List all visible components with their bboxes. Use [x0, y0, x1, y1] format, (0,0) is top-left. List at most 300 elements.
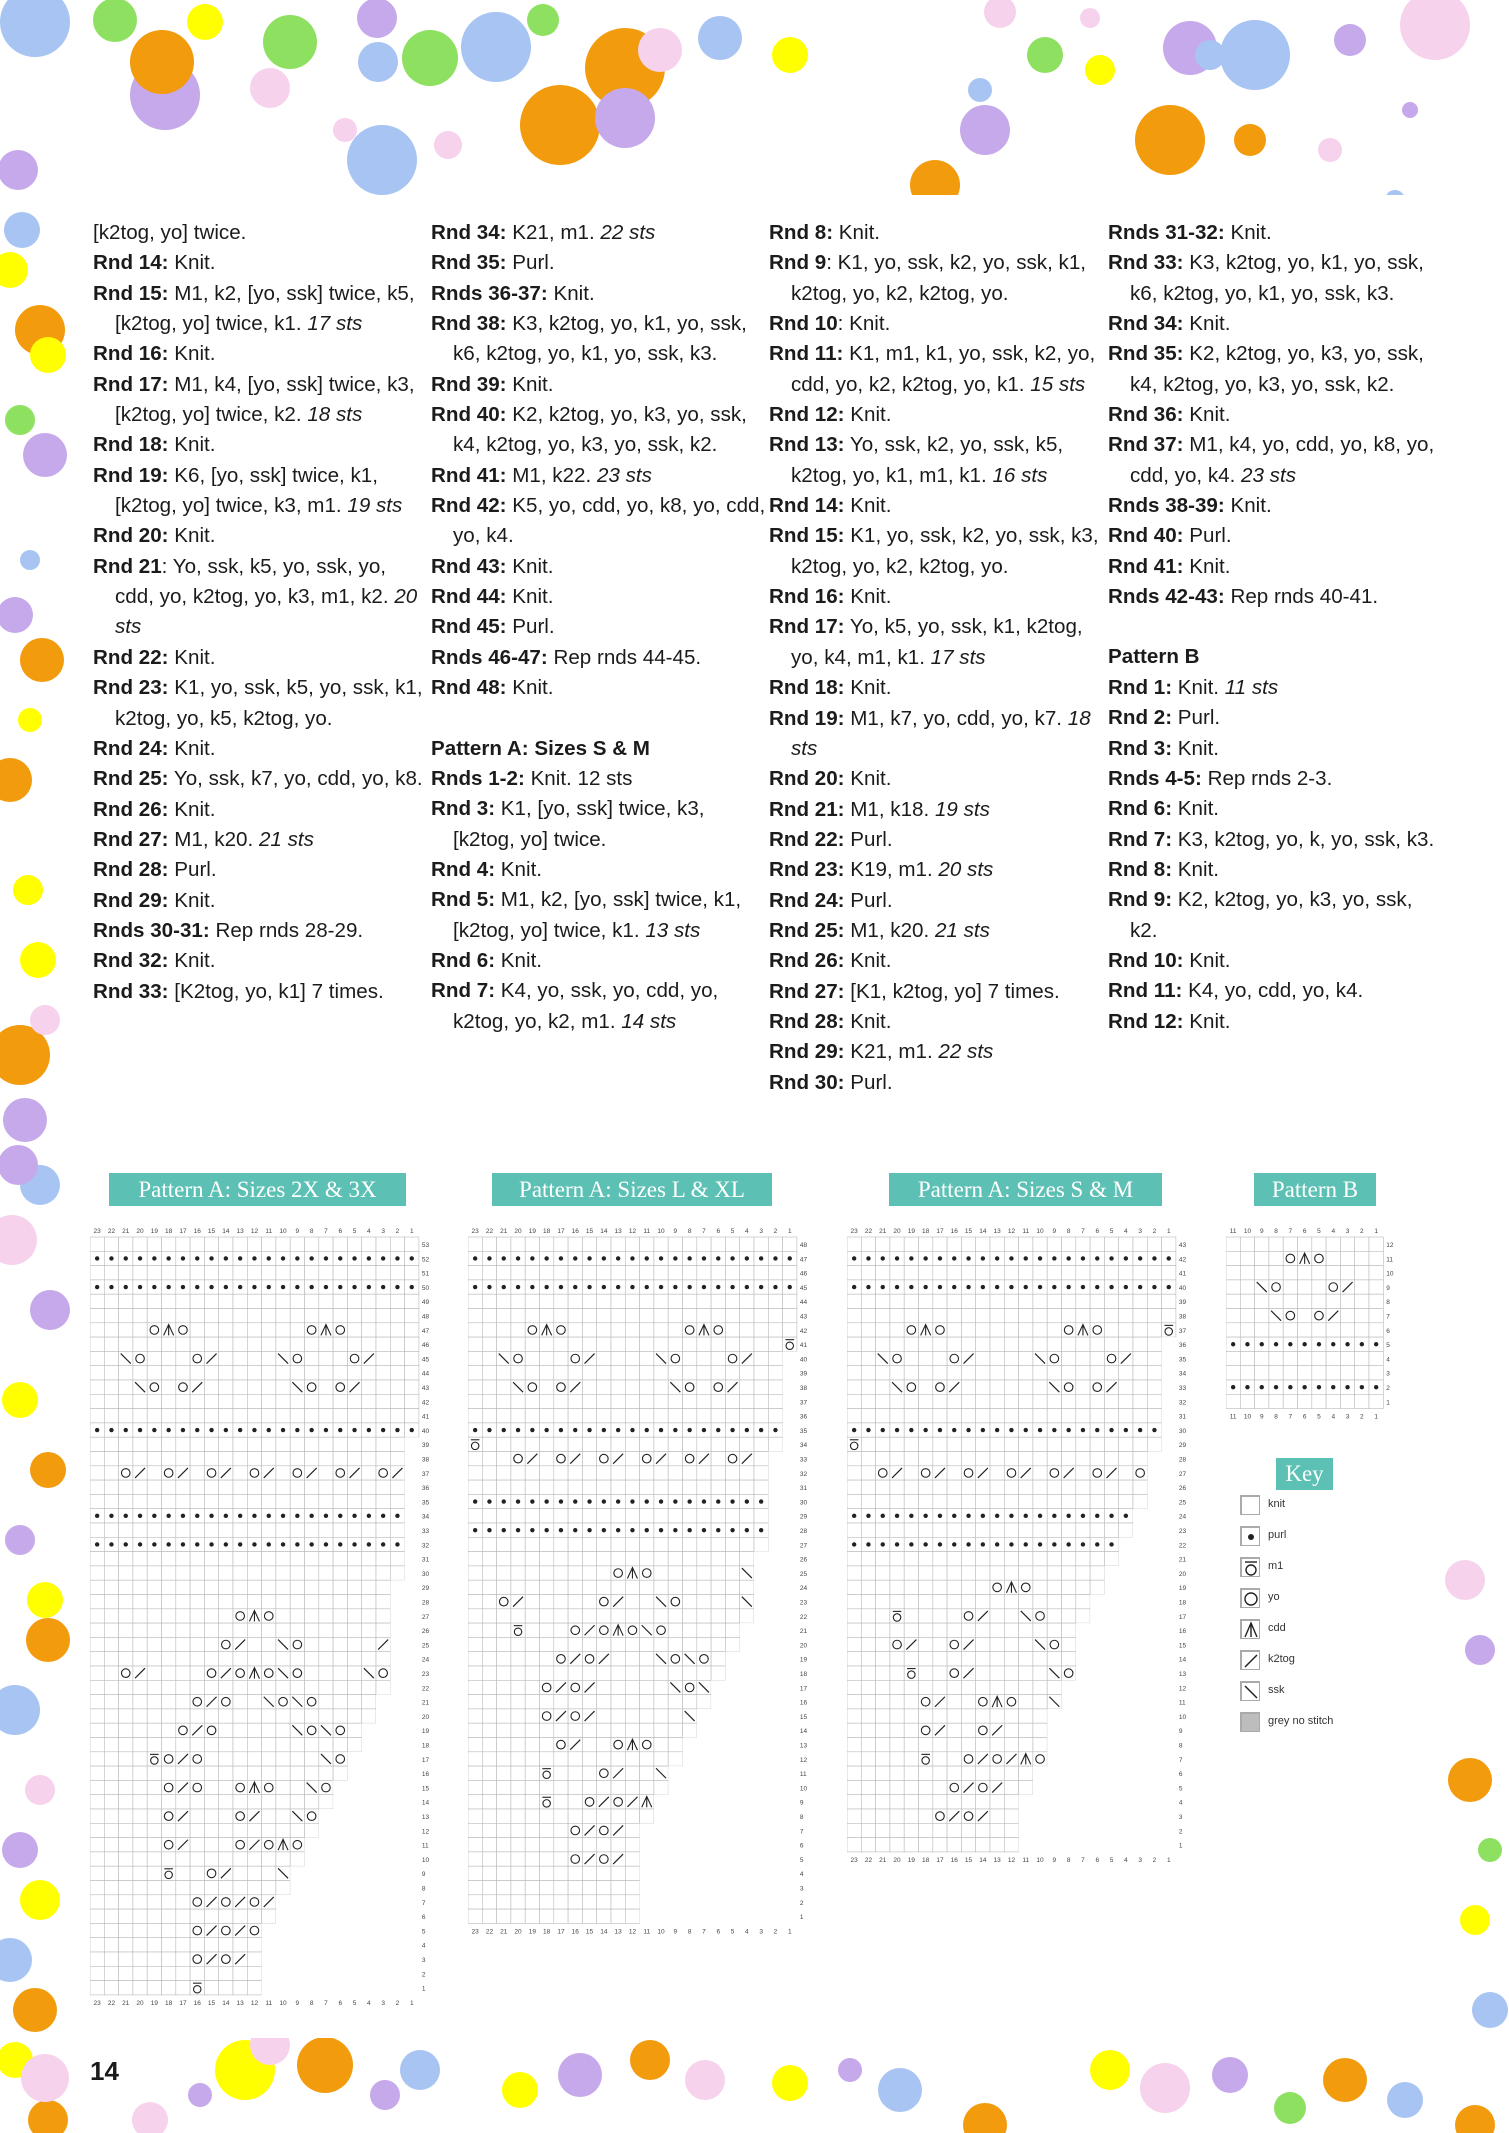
purl-symbol [473, 1285, 477, 1289]
chart-cell [625, 1323, 639, 1337]
column-number: 11 [265, 1228, 273, 1235]
round-text: Knit. [168, 797, 216, 821]
chart-cell [347, 1637, 361, 1651]
chart-cell [876, 1595, 890, 1609]
chart-cell [162, 1595, 176, 1609]
chart-cell [190, 1409, 204, 1423]
chart-cell [725, 1795, 739, 1809]
chart-cell [890, 1752, 904, 1766]
purl-symbol [109, 1428, 113, 1432]
chart-cell [333, 1494, 347, 1508]
chart-cell [754, 1766, 768, 1780]
chart-cell [247, 1337, 261, 1351]
chart-cell [1062, 1337, 1076, 1351]
chart-cell [654, 1695, 668, 1709]
chart-cell [497, 1237, 511, 1251]
chart-cell [133, 1323, 147, 1337]
chart-cell [1119, 1823, 1133, 1837]
instruction-line [93, 977, 428, 1007]
purl-symbol [1009, 1428, 1013, 1432]
chart-cell [754, 1652, 768, 1666]
round-label: Rnd 5: [431, 888, 496, 912]
chart-cell [876, 1580, 890, 1594]
column-number: 14 [979, 1228, 987, 1235]
round-text: Knit. [1183, 403, 1231, 427]
chart-cell [482, 1738, 496, 1752]
chart-cell [119, 1780, 133, 1794]
chart-cell [362, 1852, 376, 1866]
chart-cell [919, 1780, 933, 1794]
chart-cell [219, 1609, 233, 1623]
chart-cell [683, 1752, 697, 1766]
chart-cell [1104, 1237, 1118, 1251]
chart-cell [204, 1595, 218, 1609]
chart-cell [104, 1738, 118, 1752]
round-text: Knit. [844, 1009, 892, 1033]
chart-cell [768, 1666, 782, 1680]
chart-cell [876, 1323, 890, 1337]
chart-cell [1162, 1294, 1176, 1308]
chart-cell [1019, 1237, 1033, 1251]
chart-cell [333, 1380, 347, 1394]
chart-cell [1062, 1237, 1076, 1251]
chart-cell [190, 1266, 204, 1280]
chart-cell [176, 1323, 190, 1337]
purl-symbol [995, 1285, 999, 1289]
chart-cell [582, 1380, 596, 1394]
chart-cell [697, 1766, 711, 1780]
chart-cell [190, 1452, 204, 1466]
chart-cell [711, 1723, 725, 1737]
chart-cell [1047, 1595, 1061, 1609]
chart-cell [1255, 1237, 1269, 1251]
chart-cell [376, 1409, 390, 1423]
chart-cell [468, 1480, 482, 1494]
chart-cell [783, 1323, 797, 1337]
decorative-dot [638, 28, 682, 72]
chart-cell [1062, 1523, 1076, 1537]
chart-cell [611, 1480, 625, 1494]
chart-cell [204, 1766, 218, 1780]
column-number: 8 [1066, 1228, 1071, 1235]
chart-cell [683, 1852, 697, 1866]
chart-cell [683, 1680, 697, 1694]
row-number: 25 [421, 1642, 430, 1650]
round-label: Rnd 11: [769, 342, 844, 366]
row-number: 8 [799, 1814, 804, 1822]
chart-cell [162, 1938, 176, 1952]
chart-cell [1004, 1695, 1018, 1709]
chart-cell [740, 1795, 754, 1809]
column-number: 3 [381, 1228, 385, 1235]
chart-cell [1047, 1780, 1061, 1794]
chart-cell [262, 1237, 276, 1251]
row-number: 23 [1178, 1528, 1187, 1536]
chart-cell [1162, 1752, 1176, 1766]
chart-cell [90, 1523, 104, 1537]
chart-cell [347, 1780, 361, 1794]
chart-cell [625, 1838, 639, 1852]
chart-cell [933, 1566, 947, 1580]
chart-cell [568, 1852, 582, 1866]
row-number: 1 [1178, 1842, 1183, 1850]
chart-cell [783, 1738, 797, 1752]
row-number: 52 [421, 1256, 430, 1264]
instruction-line [769, 582, 1104, 612]
chart-cell [333, 1294, 347, 1308]
chart-cell [468, 1294, 482, 1308]
purl-symbol [1245, 1342, 1249, 1346]
chart-cell [147, 1409, 161, 1423]
chart-cell [233, 1852, 247, 1866]
chart-cell [219, 1923, 233, 1937]
chart-cell [1062, 1766, 1076, 1780]
chart-cell [1298, 1309, 1312, 1323]
chart-cell [1255, 1266, 1269, 1280]
chart-cell [319, 1480, 333, 1494]
chart-cell [1019, 1294, 1033, 1308]
chart-cell [390, 1680, 404, 1694]
purl-symbol [324, 1256, 328, 1260]
decorative-dot [20, 550, 40, 570]
purl-symbol [981, 1428, 985, 1432]
chart-cell [262, 1738, 276, 1752]
chart-cell [625, 1809, 639, 1823]
row-number: 7 [421, 1899, 426, 1907]
chart-cell [247, 1595, 261, 1609]
instruction-line [769, 491, 1104, 521]
chart-cell [568, 1838, 582, 1852]
chart-cell [625, 1351, 639, 1365]
chart-cell [347, 1709, 361, 1723]
chart-cell [233, 1409, 247, 1423]
chart-cell [1047, 1366, 1061, 1380]
chart-cell [133, 1981, 147, 1995]
chart-cell [1019, 1494, 1033, 1508]
chart-cell [376, 1823, 390, 1837]
chart-grid-pattern-b [1226, 1225, 1406, 1435]
column-number: 21 [879, 1856, 887, 1864]
chart-cell [390, 1366, 404, 1380]
chart-cell [104, 1494, 118, 1508]
chart-cell [497, 1809, 511, 1823]
chart-cell [104, 1666, 118, 1680]
chart-cell [511, 1294, 525, 1308]
chart-cell [1076, 1294, 1090, 1308]
decorative-dot [1234, 124, 1266, 156]
chart-cell [233, 1351, 247, 1365]
purl-symbol [395, 1542, 399, 1546]
column-number: 19 [907, 1228, 915, 1235]
chart-cell [582, 1780, 596, 1794]
chart-cell [482, 1881, 496, 1895]
chart-cell [768, 1494, 782, 1508]
round-text: Knit. [1172, 736, 1220, 760]
chart-cell [262, 1866, 276, 1880]
chart-cell [1047, 1466, 1061, 1480]
chart-cell [119, 1494, 133, 1508]
chart-cell [1090, 1552, 1104, 1566]
chart-cell [740, 1780, 754, 1794]
chart-cell [947, 1552, 961, 1566]
chart-cell [276, 1309, 290, 1323]
chart-cell [861, 1366, 875, 1380]
chart-cell [333, 1952, 347, 1966]
purl-symbol [952, 1514, 956, 1518]
round-text: K5, yo, cdd, yo, k8, yo, cdd, yo, k4. [453, 494, 766, 548]
chart-cell [540, 1881, 554, 1895]
chart-cell [305, 1580, 319, 1594]
round-label: Rnd 24: [93, 736, 169, 760]
chart-cell [1119, 1595, 1133, 1609]
chart-cell [204, 1437, 218, 1451]
decorative-dot [960, 105, 1010, 155]
chart-cell [1133, 1380, 1147, 1394]
purl-symbol [759, 1285, 763, 1289]
chart-cell [1119, 1766, 1133, 1780]
purl-symbol [338, 1256, 342, 1260]
chart-cell [219, 1637, 233, 1651]
round-label: Rnd 34: [1108, 312, 1184, 336]
column-number: 21 [500, 1928, 508, 1936]
purl-symbol [716, 1256, 720, 1260]
instruction-line [1108, 309, 1443, 339]
chart-cell [290, 1795, 304, 1809]
decorative-dot [28, 2100, 68, 2133]
chart-cell [919, 1709, 933, 1723]
chart-cell [919, 1552, 933, 1566]
chart-cell [554, 1909, 568, 1923]
instruction-line [93, 673, 428, 734]
instruction-line [1108, 218, 1443, 248]
chart-cell [468, 1266, 482, 1280]
chart-cell [625, 1909, 639, 1923]
chart-cell [119, 1523, 133, 1537]
chart-cell [919, 1366, 933, 1380]
chart-cell [262, 1437, 276, 1451]
chart-cell [1076, 1795, 1090, 1809]
chart-cell [362, 1709, 376, 1723]
chart-cell [540, 1595, 554, 1609]
chart-cell [1062, 1494, 1076, 1508]
chart-cell [961, 1695, 975, 1709]
chart-cell [740, 1623, 754, 1637]
purl-symbol [966, 1428, 970, 1432]
chart-cell [347, 1752, 361, 1766]
chart-cell [405, 1266, 419, 1280]
column-number: 5 [730, 1228, 735, 1235]
chart-cell [554, 1738, 568, 1752]
chart-cell [333, 1323, 347, 1337]
column-number: 3 [1345, 1228, 1350, 1235]
chart-cell [1162, 1637, 1176, 1651]
chart-cell [754, 1409, 768, 1423]
chart-cell [362, 1380, 376, 1394]
chart-cell [919, 1680, 933, 1694]
purl-symbol [1274, 1385, 1278, 1389]
purl-symbol [238, 1542, 242, 1546]
chart-cell [1076, 1680, 1090, 1694]
chart-cell [990, 1709, 1004, 1723]
column-number: 8 [1066, 1856, 1071, 1864]
purl-symbol [687, 1528, 691, 1532]
chart-cell [1019, 1709, 1033, 1723]
instruction-line [1108, 794, 1443, 824]
instruction-line [1108, 855, 1443, 885]
chart-cell [711, 1752, 725, 1766]
chart-cell [162, 1952, 176, 1966]
round-label: Rnd 42: [431, 494, 507, 518]
purl-symbol [324, 1285, 328, 1289]
chart-cell [376, 1523, 390, 1537]
chart-cell [1119, 1738, 1133, 1752]
chart-cell [890, 1566, 904, 1580]
chart-cell [725, 1337, 739, 1351]
purl-symbol [909, 1256, 913, 1260]
key-label: cdd [1268, 1622, 1286, 1634]
chart-cell [725, 1595, 739, 1609]
column-number: 10 [1036, 1228, 1044, 1235]
purl-symbol [645, 1285, 649, 1289]
chart-cell [219, 1494, 233, 1508]
stitch-count: 21 sts [934, 918, 990, 942]
row-number: 2 [1386, 1385, 1390, 1393]
chart-cell [1133, 1366, 1147, 1380]
row-number: 40 [421, 1427, 430, 1435]
chart-cell [540, 1838, 554, 1852]
chart-cell [568, 1752, 582, 1766]
chart-cell [497, 1566, 511, 1580]
chart-cell [933, 1409, 947, 1423]
chart-cell [754, 1680, 768, 1694]
chart-cell [204, 1623, 218, 1637]
chart-cell [933, 1766, 947, 1780]
chart-cell [1133, 1409, 1147, 1423]
chart-cell [1340, 1309, 1354, 1323]
chart-cell [847, 1466, 861, 1480]
decorative-dot [93, 0, 137, 42]
chart-cell [104, 1480, 118, 1494]
chart-cell [162, 1623, 176, 1637]
chart-cell [1119, 1523, 1133, 1537]
round-text: K21, m1. [506, 221, 595, 244]
chart-cell [697, 1509, 711, 1523]
chart-cell [305, 1480, 319, 1494]
row-number: 50 [421, 1284, 430, 1292]
round-label: Rnd 4: [431, 857, 496, 881]
chart-cell [162, 1752, 176, 1766]
chart-cell [176, 1966, 190, 1980]
chart-cell [104, 1452, 118, 1466]
purl-symbol [1052, 1428, 1056, 1432]
chart-cell [568, 1580, 582, 1594]
chart-cell [540, 1695, 554, 1709]
chart-cell [1090, 1680, 1104, 1694]
chart-cell [305, 1237, 319, 1251]
chart-cell [1355, 1394, 1369, 1408]
chart-cell [568, 1552, 582, 1566]
chart-cell [147, 1380, 161, 1394]
chart-cell [1255, 1251, 1269, 1265]
decorative-dot [558, 2053, 602, 2097]
chart-cell [990, 1566, 1004, 1580]
chart-cell [333, 1752, 347, 1766]
chart-cell [697, 1780, 711, 1794]
chart-cell [1369, 1251, 1383, 1265]
chart-cell [362, 1723, 376, 1737]
chart-cell [1255, 1294, 1269, 1308]
chart-cell [162, 1966, 176, 1980]
chart-cell [319, 1366, 333, 1380]
chart-cell [305, 1752, 319, 1766]
chart-cell [976, 1323, 990, 1337]
chart-cell [847, 1595, 861, 1609]
column-number: 16 [571, 1228, 579, 1235]
chart-cell [1162, 1380, 1176, 1394]
chart-cell [961, 1323, 975, 1337]
row-number: 21 [799, 1628, 808, 1636]
chart-cell [333, 1466, 347, 1480]
chart-cell [162, 1294, 176, 1308]
chart-cell [1090, 1723, 1104, 1737]
chart-cell [162, 1437, 176, 1451]
chart-cell [976, 1623, 990, 1637]
chart-cell [147, 1866, 161, 1880]
chart-cell [697, 1823, 711, 1837]
instruction-line [431, 552, 766, 582]
chart-cell [1047, 1652, 1061, 1666]
purl-symbol [1052, 1285, 1056, 1289]
chart-cell [1119, 1323, 1133, 1337]
decorative-dot [30, 337, 66, 373]
purl-symbol [759, 1256, 763, 1260]
chart-cell [1033, 1595, 1047, 1609]
chart-cell [147, 1552, 161, 1566]
chart-cell [754, 1480, 768, 1494]
round-text: Knit. [844, 676, 892, 700]
chart-cell [540, 1437, 554, 1451]
chart-cell [162, 1738, 176, 1752]
chart-cell [133, 1709, 147, 1723]
chart-cell [90, 1609, 104, 1623]
chart-cell [754, 1709, 768, 1723]
chart-cell [554, 1866, 568, 1880]
chart-cell [119, 1380, 133, 1394]
chart-cell [468, 1537, 482, 1551]
column-number: 6 [1302, 1228, 1307, 1235]
chart-cell [904, 1580, 918, 1594]
purl-symbol [124, 1542, 128, 1546]
chart-cell [919, 1623, 933, 1637]
chart-cell [711, 1795, 725, 1809]
chart-cell [683, 1351, 697, 1365]
chart-cell [933, 1623, 947, 1637]
chart-cell [511, 1723, 525, 1737]
purl-symbol [630, 1285, 634, 1289]
chart-cell [319, 1609, 333, 1623]
chart-cell [262, 1966, 276, 1980]
chart-cell [611, 1637, 625, 1651]
chart-cell [1104, 1351, 1118, 1365]
chart-cell [347, 1294, 361, 1308]
row-number: 43 [1178, 1242, 1187, 1250]
chart-cell [847, 1309, 861, 1323]
purl-symbol [309, 1256, 313, 1260]
chart-cell [783, 1623, 797, 1637]
column-number: 10 [1243, 1413, 1252, 1421]
column-number: 9 [673, 1228, 678, 1235]
chart-cell [1076, 1380, 1090, 1394]
